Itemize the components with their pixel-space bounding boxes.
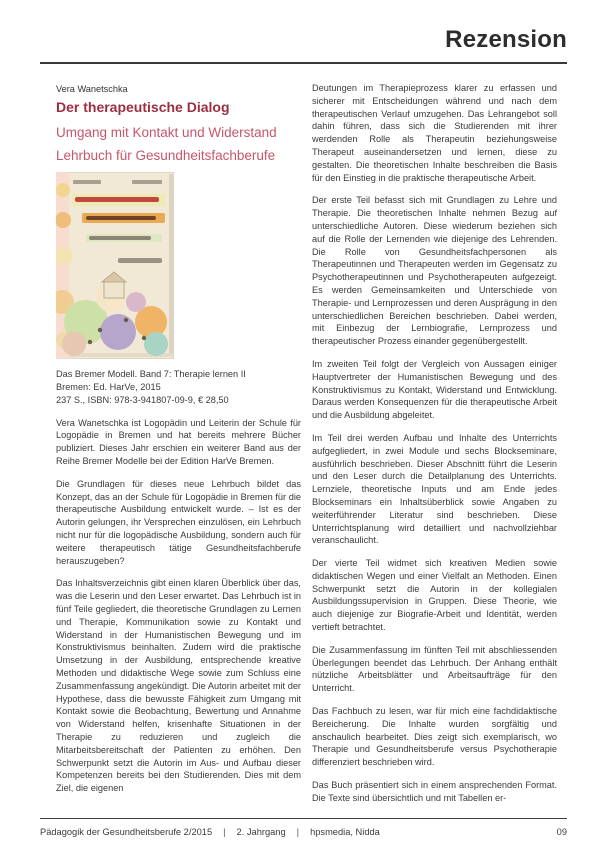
left-column <box>56 82 301 806</box>
bibliography-publisher: Bremen: Ed. HarVe, 2015 <box>56 382 161 393</box>
article-author: Vera Wanetschka <box>56 84 128 94</box>
footer-separator: | <box>296 827 300 837</box>
body-paragraph: Deutungen im Therapieprozess klarer zu erfassen und sicherer mit Entscheidungen während und nach dem therapeutischen Verlauf umzugehen. Das Lehrangebot soll dahin führen, dass sich die Studierenden mit ihrer werdenden Rolle als Therapeutin beziehungsweise Therapeut auseinandersetzen und lernen, diese zu gestalten. Die theoretischen Inhalte beschreiben die Basis für den Einstieg in die praktische therapeutische Arbeit. <box>312 83 557 183</box>
book-cover-image <box>56 172 174 359</box>
body-paragraph: Der vierte Teil widmet sich kreativen Medien sowie didaktischen Wegen und einer Vielfalt an Methoden. Einen Schwerpunkt setzt die Autorin in der kollegialen Ausbildungssupervision in Gruppen. Diese Theorie, wie auch diejenige zur Biografie-Arbeit und Identität, werden vertieft betrachtet. <box>312 558 557 633</box>
bibliography-series: Das Bremer Modell. Band 7: Therapie lernen II <box>56 369 246 380</box>
footer-volume: 2. Jahrgang <box>236 827 286 837</box>
page-footer <box>40 818 567 837</box>
article-subtitle-1: Umgang mit Kontakt und Widerstand <box>56 124 277 140</box>
body-paragraph: Im zweiten Teil folgt der Vergleich von Aussagen einiger Hauptvertreter der Humanistischen Bewegung und des Konstruktivismus zu Kontakt, Widerstand und Entwicklung. Daraus werden Konsequenzen für die therapeutische Arbeit und die Ausbildung abgeleitet. <box>312 358 557 421</box>
article-title: Der therapeutische Dialog <box>56 99 230 115</box>
footer-page-number: 09 <box>556 827 567 837</box>
article-subtitle-2: Lehrbuch für Gesundheitsfachberufe <box>56 148 276 164</box>
article-body <box>56 82 557 806</box>
bibliography-isbn-price: 237 S., ISBN: 978-3-941807-09-9, € 28,50 <box>56 394 229 405</box>
body-paragraph: Das Inhaltsverzeichnis gibt einen klaren Überblick über das, was die Leserin und den Leser erwartet. Das Lehrbuch ist in fünf Teile gegliedert, die theoretische Grundlagen zu Lernen und Therapie, Kommunikation sowie zu Kontakt und Widerstand in der Humanistischen Bewegung und im Konstruktivismus beinhalten. Zudem wird die praktische Umsetzung in der Ausbildung, entsprechende kreative Methoden und didaktische Wege sowie zum Schluss eine Zusammenfassung angekündigt. Die Autorin arbeitet mit der Hypothese, dass die bewusste Fähigkeit zum Umgang mit Kontakt sowie die Beobachtung, Bewertung und Annahme von Widerstand helfen, krisenhafte Situationen in der Therapie zu reduzieren und zugleich die Mitarbeitsbereitschaft der Patienten zu erhöhen. Den Schwerpunkt setzt die Autorin im Aus- und Aufbau dieser Kompetenzen bereits bei den Studierenden. Dies mit dem Ziel, die eigenen <box>56 578 301 794</box>
right-column <box>312 82 557 806</box>
body-paragraph: Vera Wanetschka ist Logopädin und Leiterin der Schule für Logopädie in Bremen und hat bereits mehrere Bücher publiziert. Dieses Jahr erschien ein weiterer Band aus der Reihe Bremer Modelle bei der Edition HarVe Bremen. <box>56 417 301 467</box>
footer-journal: Pädagogik der Gesundheitsberufe 2/2015 <box>40 827 213 837</box>
footer-separator: | <box>223 827 226 837</box>
body-paragraph: Der erste Teil befasst sich mit Grundlagen zu Lehre und Therapie. Die theoretischen Inhalte nehmen Bezug auf unterschiedliche Autoren. Diese wiederum beziehen sich auf die Rolle der Lernenden wie diejenige des Lehrenden. Die Rolle von Gesundheitsfachpersonen als Therapeutinnen und Therapeuten werden im Gegensatz zu Psychotherapeutinnen und Psychotherapeuten aufgezeigt. Es werden Gemeinsamkeiten und Unterschiede von Therapie- und Lernprozessen und deren Ausprägung in den unterschiedlichen Bereichen beschrieben. Dabei werden, mit Einbezug der Lernbiografie, Lernprozess und therapeutischer Prozess einander gegenübergestellt. <box>312 195 557 347</box>
body-paragraph: Das Fachbuch zu lesen, war für mich eine fachdidaktische Bereicherung. Die Inhalte wurden sorgfältig und anschaulich bearbeitet. Dies zeigt sich exemplarisch, wo Therapie und Gesundheitsberufe versus Psychotherapie differenziert beschrieben wird. <box>312 706 557 768</box>
body-paragraph: Die Grundlagen für dieses neue Lehrbuch bildet das Konzept, das an der Schule für Logopädie in Bremen für die therapeutische Ausbildung entwickelt wurde. – Ist es der Autorin gelungen, ihr Versprechen einzulösen, ein Lehrbuch nicht nur für die logopädische Ausbildung, sondern auch für weitere therapeutisch tätige Gesundheitsfachberufe herauszugeben? <box>56 478 301 566</box>
body-paragraph: Im Teil drei werden Aufbau und Inhalte des Unterrichts aufgegliedert, in zwei Module und sechs Blockseminare, ausführlich beschrieben. Dieser Abschnitt führt die Leserin und den Leser durch die Detailplanung des Unterrichts. Lernziele, theoretische Inputs und am Ende jedes Blockseminars ein Inhaltsüberblick sowie Angaben zu weiterführender Literatur sind beschrieben. Diese Unterrichtsplanung wird detailliert und nachvollziehbar veranschaulicht. <box>312 432 557 546</box>
page-title: Rezension <box>445 26 567 53</box>
bibliography <box>56 368 301 406</box>
body-paragraph: Die Zusammenfassung im fünften Teil mit abschliessenden Überlegungen beendet das Lehrbuch. Der Anhang enthält nützliche Arbeitsblätter und Arbeitsaufträge für den Unterricht. <box>312 644 557 694</box>
header-rule <box>40 62 567 64</box>
footer-publisher: hpsmedia, Nidda <box>310 827 380 837</box>
body-paragraph: Das Buch präsentiert sich in einem ansprechenden Format. Die Texte sind übersichtlich und mit Tabellen er- <box>312 780 557 803</box>
